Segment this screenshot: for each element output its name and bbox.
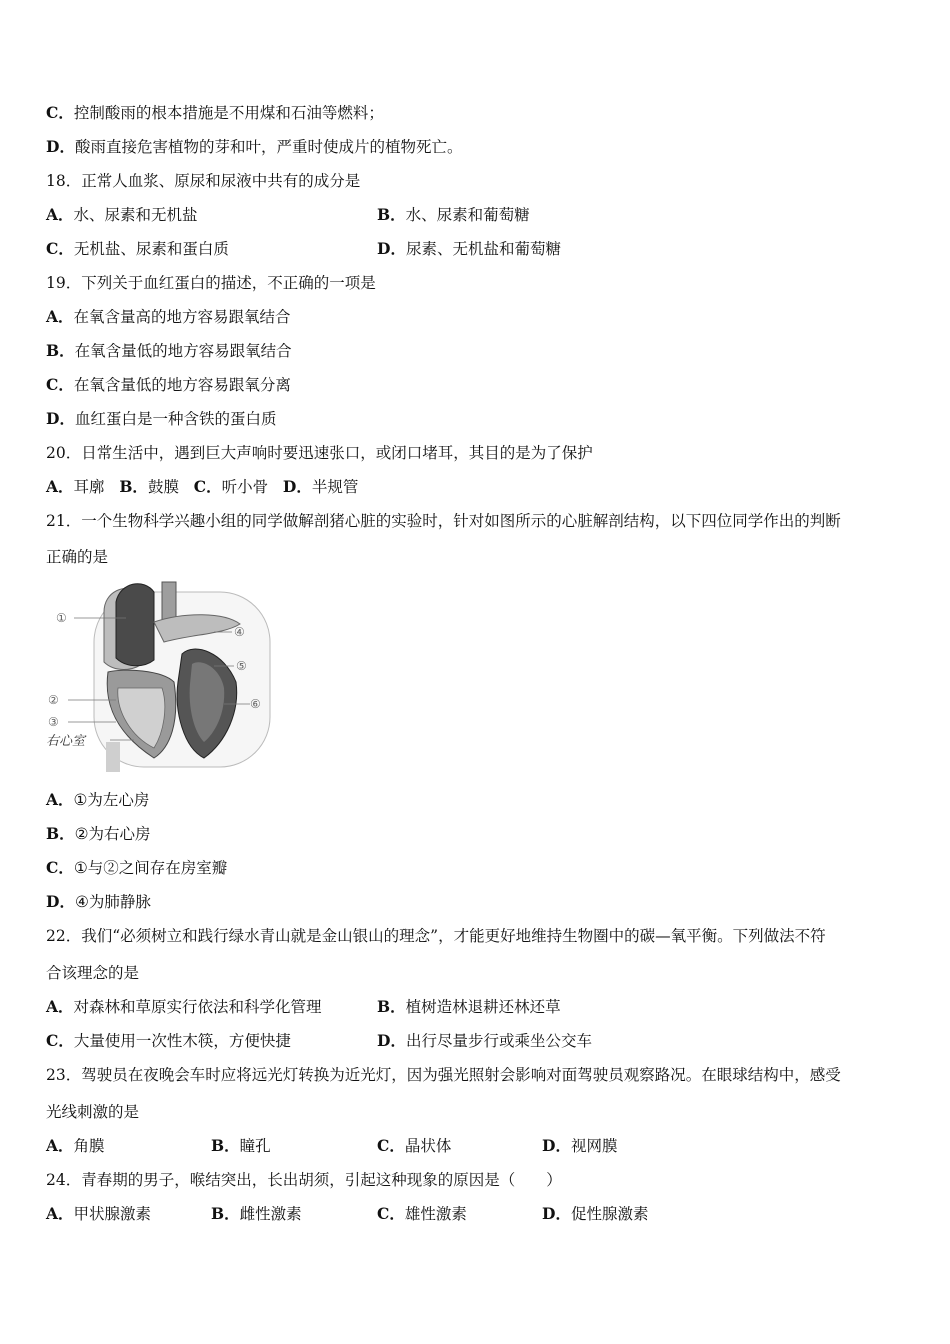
heart-diagram (44, 572, 274, 777)
option-label: C． (46, 858, 74, 877)
option-text: 晶状体 (404, 1137, 452, 1155)
option-label: D． (46, 137, 75, 156)
q23-option-d (542, 1136, 617, 1156)
q18-option-b (377, 205, 530, 225)
option-text: 无机盐、尿素和蛋白质 (73, 240, 229, 258)
q20-stem: 20．日常生活中，遇到巨大声响时要迅速张口，或闭口堵耳，其目的是为了保护 (46, 444, 593, 462)
option-label: C． (46, 103, 74, 122)
q21-option-d (46, 892, 151, 912)
option-label: A． (46, 1204, 74, 1223)
option-label: B． (377, 205, 406, 224)
label-2: ② (48, 693, 59, 707)
q20-option-d (283, 478, 358, 496)
option-text: 角膜 (73, 1137, 105, 1155)
q20-option-a (46, 478, 105, 496)
option-label: D． (377, 239, 406, 258)
option-label: A． (46, 997, 74, 1016)
option-text: 尿素、无机盐和葡萄糖 (405, 240, 561, 258)
q18-stem: 18．正常人血浆、原尿和尿液中共有的成分是 (46, 172, 361, 190)
q24-option-d (542, 1204, 648, 1224)
option-text: ①与②之间存在房室瓣 (73, 859, 228, 877)
option-label: A． (46, 205, 74, 224)
option-label: D． (46, 892, 75, 911)
option-text: 听小骨 (221, 478, 269, 496)
option-text: 植树造林退耕还林还草 (405, 998, 561, 1016)
label-5: ⑤ (236, 659, 247, 673)
option-label: C． (46, 239, 74, 258)
q20-option-c (194, 478, 268, 496)
option-label: D． (46, 409, 75, 428)
q18-option-a (46, 205, 198, 225)
option-text: 酸雨直接危害植物的芽和叶，严重时使成片的植物死亡。 (74, 138, 463, 156)
option-text: 水、尿素和葡萄糖 (405, 206, 530, 224)
option-text: 出行尽量步行或乘坐公交车 (405, 1032, 592, 1050)
option-text: ②为右心房 (74, 825, 151, 843)
figure-caption: 右心室 (46, 734, 86, 749)
q22-option-a (46, 997, 322, 1017)
q24-stem: 24．青春期的男子，喉结突出，长出胡须，引起这种现象的原因是（ ） (46, 1171, 562, 1189)
q21-stem-line1: 21．一个生物科学兴趣小组的同学做解剖猪心脏的实验时，针对如图所示的心脏解剖结构，以下四位同学作出的判断 (46, 512, 841, 530)
label-3: ③ (48, 715, 59, 729)
q23-stem-line2: 光线刺激的是 (46, 1103, 140, 1121)
option-label: C． (46, 375, 74, 394)
q22-stem-line1: 22．我们“必须树立和践行绿水青山就是金山银山的理念”，才能更好地维持生物圈中的碳—氧平衡。下列做法不符 (46, 927, 826, 945)
option-label: A． (46, 307, 74, 326)
q19-option-b (46, 341, 292, 361)
option-text: 在氧含量低的地方容易跟氧结合 (74, 342, 292, 360)
q24-option-c (377, 1204, 467, 1224)
q19-stem: 19．下列关于血红蛋白的描述，不正确的一项是 (46, 274, 376, 292)
option-label: C． (377, 1136, 405, 1155)
q18-option-c (46, 239, 229, 259)
q24-option-b (211, 1204, 302, 1224)
q17-option-d (46, 137, 462, 157)
q23-option-a (46, 1136, 105, 1156)
option-label: B． (211, 1136, 240, 1155)
option-text: 耳廓 (73, 478, 105, 496)
q21-option-c (46, 858, 227, 878)
option-label: D． (542, 1136, 571, 1155)
option-label: D． (377, 1031, 406, 1050)
option-label: B． (46, 824, 75, 843)
option-label: A． (46, 477, 74, 496)
q22-option-c (46, 1031, 291, 1051)
q20-options (46, 477, 358, 497)
q19-option-a (46, 307, 291, 327)
option-label: A． (46, 790, 74, 809)
q21-stem-line2: 正确的是 (46, 548, 109, 566)
option-label: B． (377, 997, 406, 1016)
q21-option-b (46, 824, 151, 844)
option-text: 在氧含量高的地方容易跟氧结合 (73, 308, 291, 326)
q19-option-c (46, 375, 291, 395)
option-label: A． (46, 1136, 74, 1155)
option-text: 雄性激素 (404, 1205, 467, 1223)
option-text: 瞳孔 (239, 1137, 271, 1155)
option-label: C． (377, 1204, 405, 1223)
q18-option-d (377, 239, 561, 259)
option-label: C． (193, 477, 222, 496)
option-text: 促性腺激素 (570, 1205, 649, 1223)
option-text: 大量使用一次性木筷，方便快捷 (73, 1032, 291, 1050)
option-text: 鼓膜 (147, 478, 179, 496)
q22-stem-line2: 合该理念的是 (46, 964, 140, 982)
option-label: B． (46, 341, 75, 360)
q17-option-c (46, 103, 384, 123)
label-6: ⑥ (250, 697, 261, 711)
option-label: B． (211, 1204, 240, 1223)
option-text: 半规管 (311, 478, 359, 496)
option-text: 对森林和草原实行依法和科学化管理 (73, 998, 322, 1016)
option-text: 血红蛋白是一种含铁的蛋白质 (74, 410, 277, 428)
option-text: 甲状腺激素 (73, 1205, 152, 1223)
q22-option-d (377, 1031, 592, 1051)
option-text: 在氧含量低的地方容易跟氧分离 (73, 376, 291, 394)
q23-option-c (377, 1136, 451, 1156)
option-text: 视网膜 (570, 1137, 618, 1155)
label-1: ① (56, 611, 67, 625)
option-text: ①为左心房 (73, 791, 150, 809)
option-label: C． (46, 1031, 74, 1050)
q21-option-a (46, 790, 149, 810)
q19-option-d (46, 409, 276, 429)
option-label: D． (282, 477, 312, 496)
label-4: ④ (234, 625, 245, 639)
option-text: 控制酸雨的根本措施是不用煤和石油等燃料； (73, 104, 384, 122)
option-label: D． (542, 1204, 571, 1223)
q20-option-b (119, 478, 179, 496)
q23-stem-line1: 23．驾驶员在夜晚会车时应将远光灯转换为近光灯，因为强光照射会影响对面驾驶员观察路况。在眼球结构中，感受 (46, 1066, 841, 1084)
option-text: 雌性激素 (239, 1205, 302, 1223)
option-text: ④为肺静脉 (74, 893, 151, 911)
q23-option-b (211, 1136, 271, 1156)
q24-option-a (46, 1204, 151, 1224)
option-label: B． (119, 477, 148, 496)
option-text: 水、尿素和无机盐 (73, 206, 198, 224)
q22-option-b (377, 997, 561, 1017)
